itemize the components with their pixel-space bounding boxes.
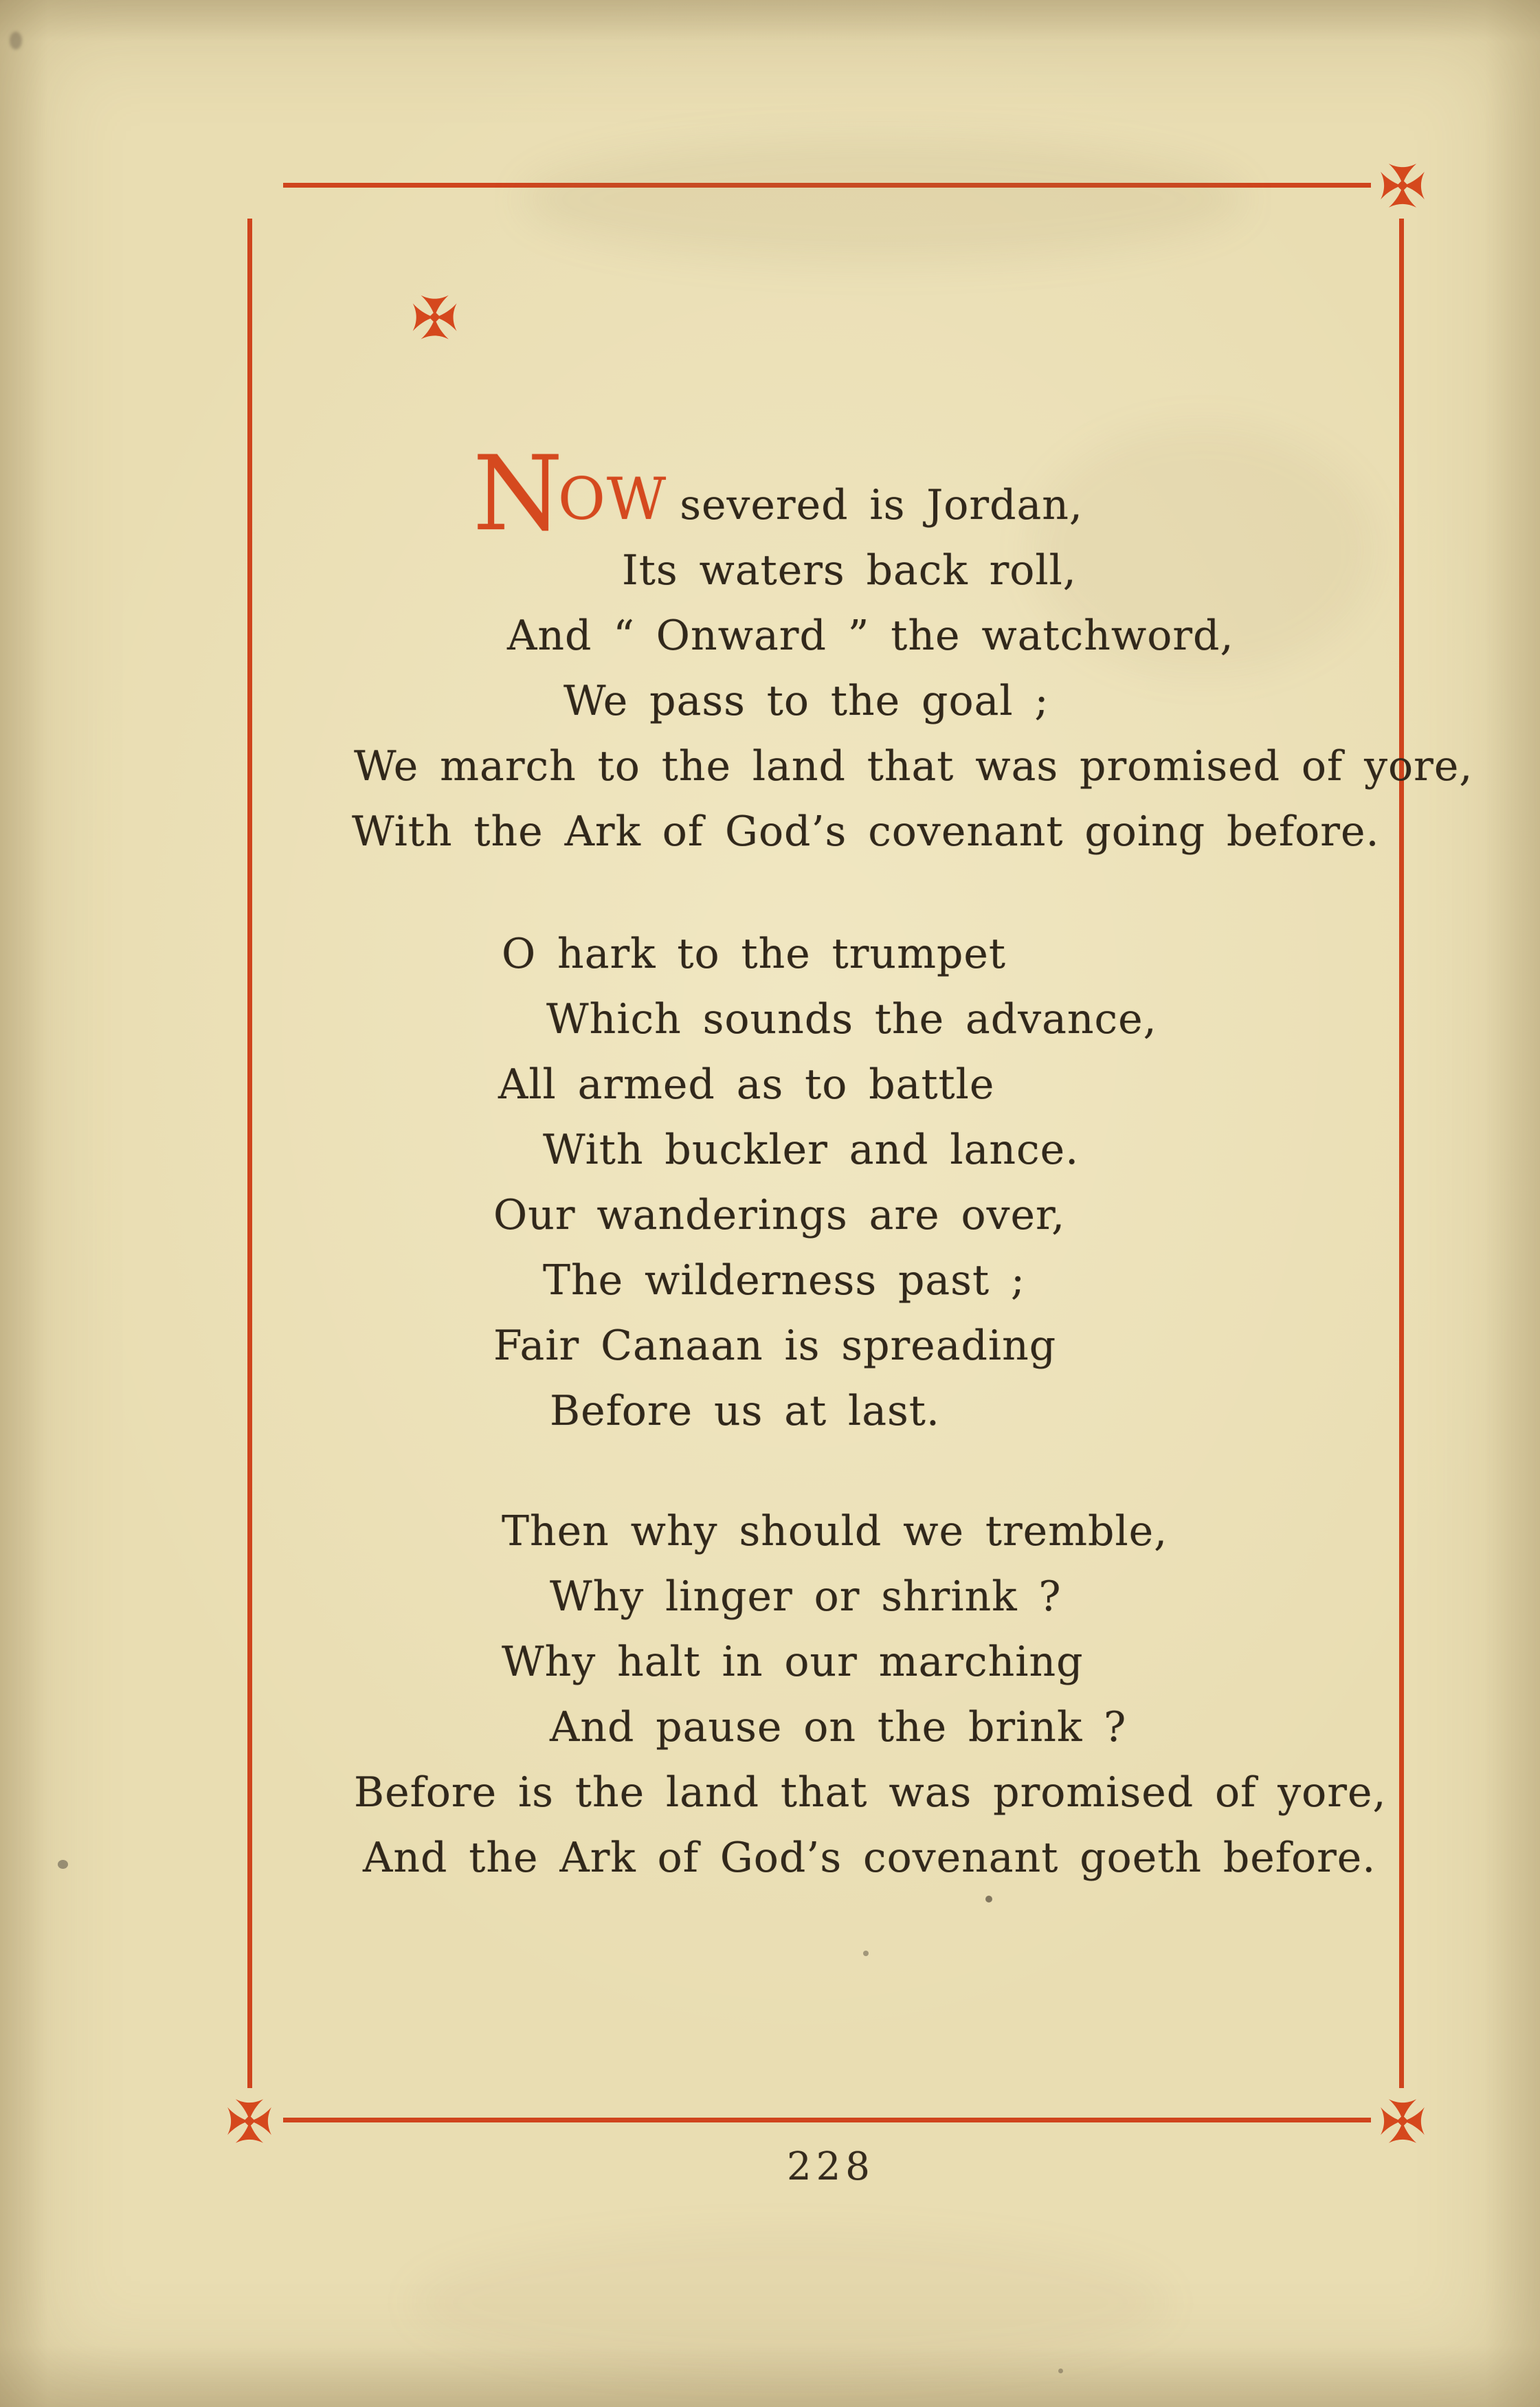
paper-speck [10,32,22,49]
border-bottom-rule [283,2118,1371,2122]
poem-line: O hark to the trumpet [502,930,1006,978]
dropcap-letter: N [473,434,563,554]
poem-line-text: severed is Jordan, [680,481,1083,529]
poem-line: Why linger or shrink ? [550,1573,1062,1621]
poem-line: Then why should we tremble, [502,1507,1168,1555]
border-left-rule [247,219,252,2088]
page-showthrough [412,2234,1168,2371]
paper-speck [985,1896,992,1903]
poem-line: All armed as to battle [498,1061,995,1109]
paper-speck [1058,2369,1063,2373]
paper-speck [58,1860,68,1869]
poem-line: With buckler and lance. [543,1126,1080,1174]
poem-line: And the Ark of God’s covenant goeth before. [363,1834,1376,1882]
poem-line: We pass to the goal ; [563,677,1049,725]
poem-line: Fair Canaan is spreading [493,1322,1057,1370]
dropcap-smallcaps: OW [558,465,668,533]
poem-line: Before us at last. [550,1387,940,1435]
poem-line [558,465,1083,533]
border-right-rule [1399,219,1404,2088]
maltese-cross-icon [1381,2099,1425,2143]
poem-line: Its waters back roll, [622,546,1077,595]
poem-line: And pause on the brink ? [550,1703,1127,1751]
poem-line: We march to the land that was promised of yore, [354,742,1473,790]
poem-line: The wilderness past ; [543,1256,1026,1305]
page-number: 228 [787,2144,875,2189]
poem-line: With the Ark of God’s covenant going before. [352,808,1380,856]
page-showthrough [522,137,1244,261]
maltese-cross-icon [413,296,457,340]
maltese-cross-icon [1381,164,1425,208]
poem-line: Our wanderings are over, [493,1191,1066,1239]
paper-speck [863,1951,869,1956]
poem-line: Which sounds the advance, [546,995,1157,1043]
poem-line: Why halt in our marching [502,1638,1084,1686]
maltese-cross-icon [227,2099,271,2143]
poem-line: And “ Onward ” the watchword, [507,612,1234,660]
poem-line: Before is the land that was promised of yore, [354,1768,1387,1817]
